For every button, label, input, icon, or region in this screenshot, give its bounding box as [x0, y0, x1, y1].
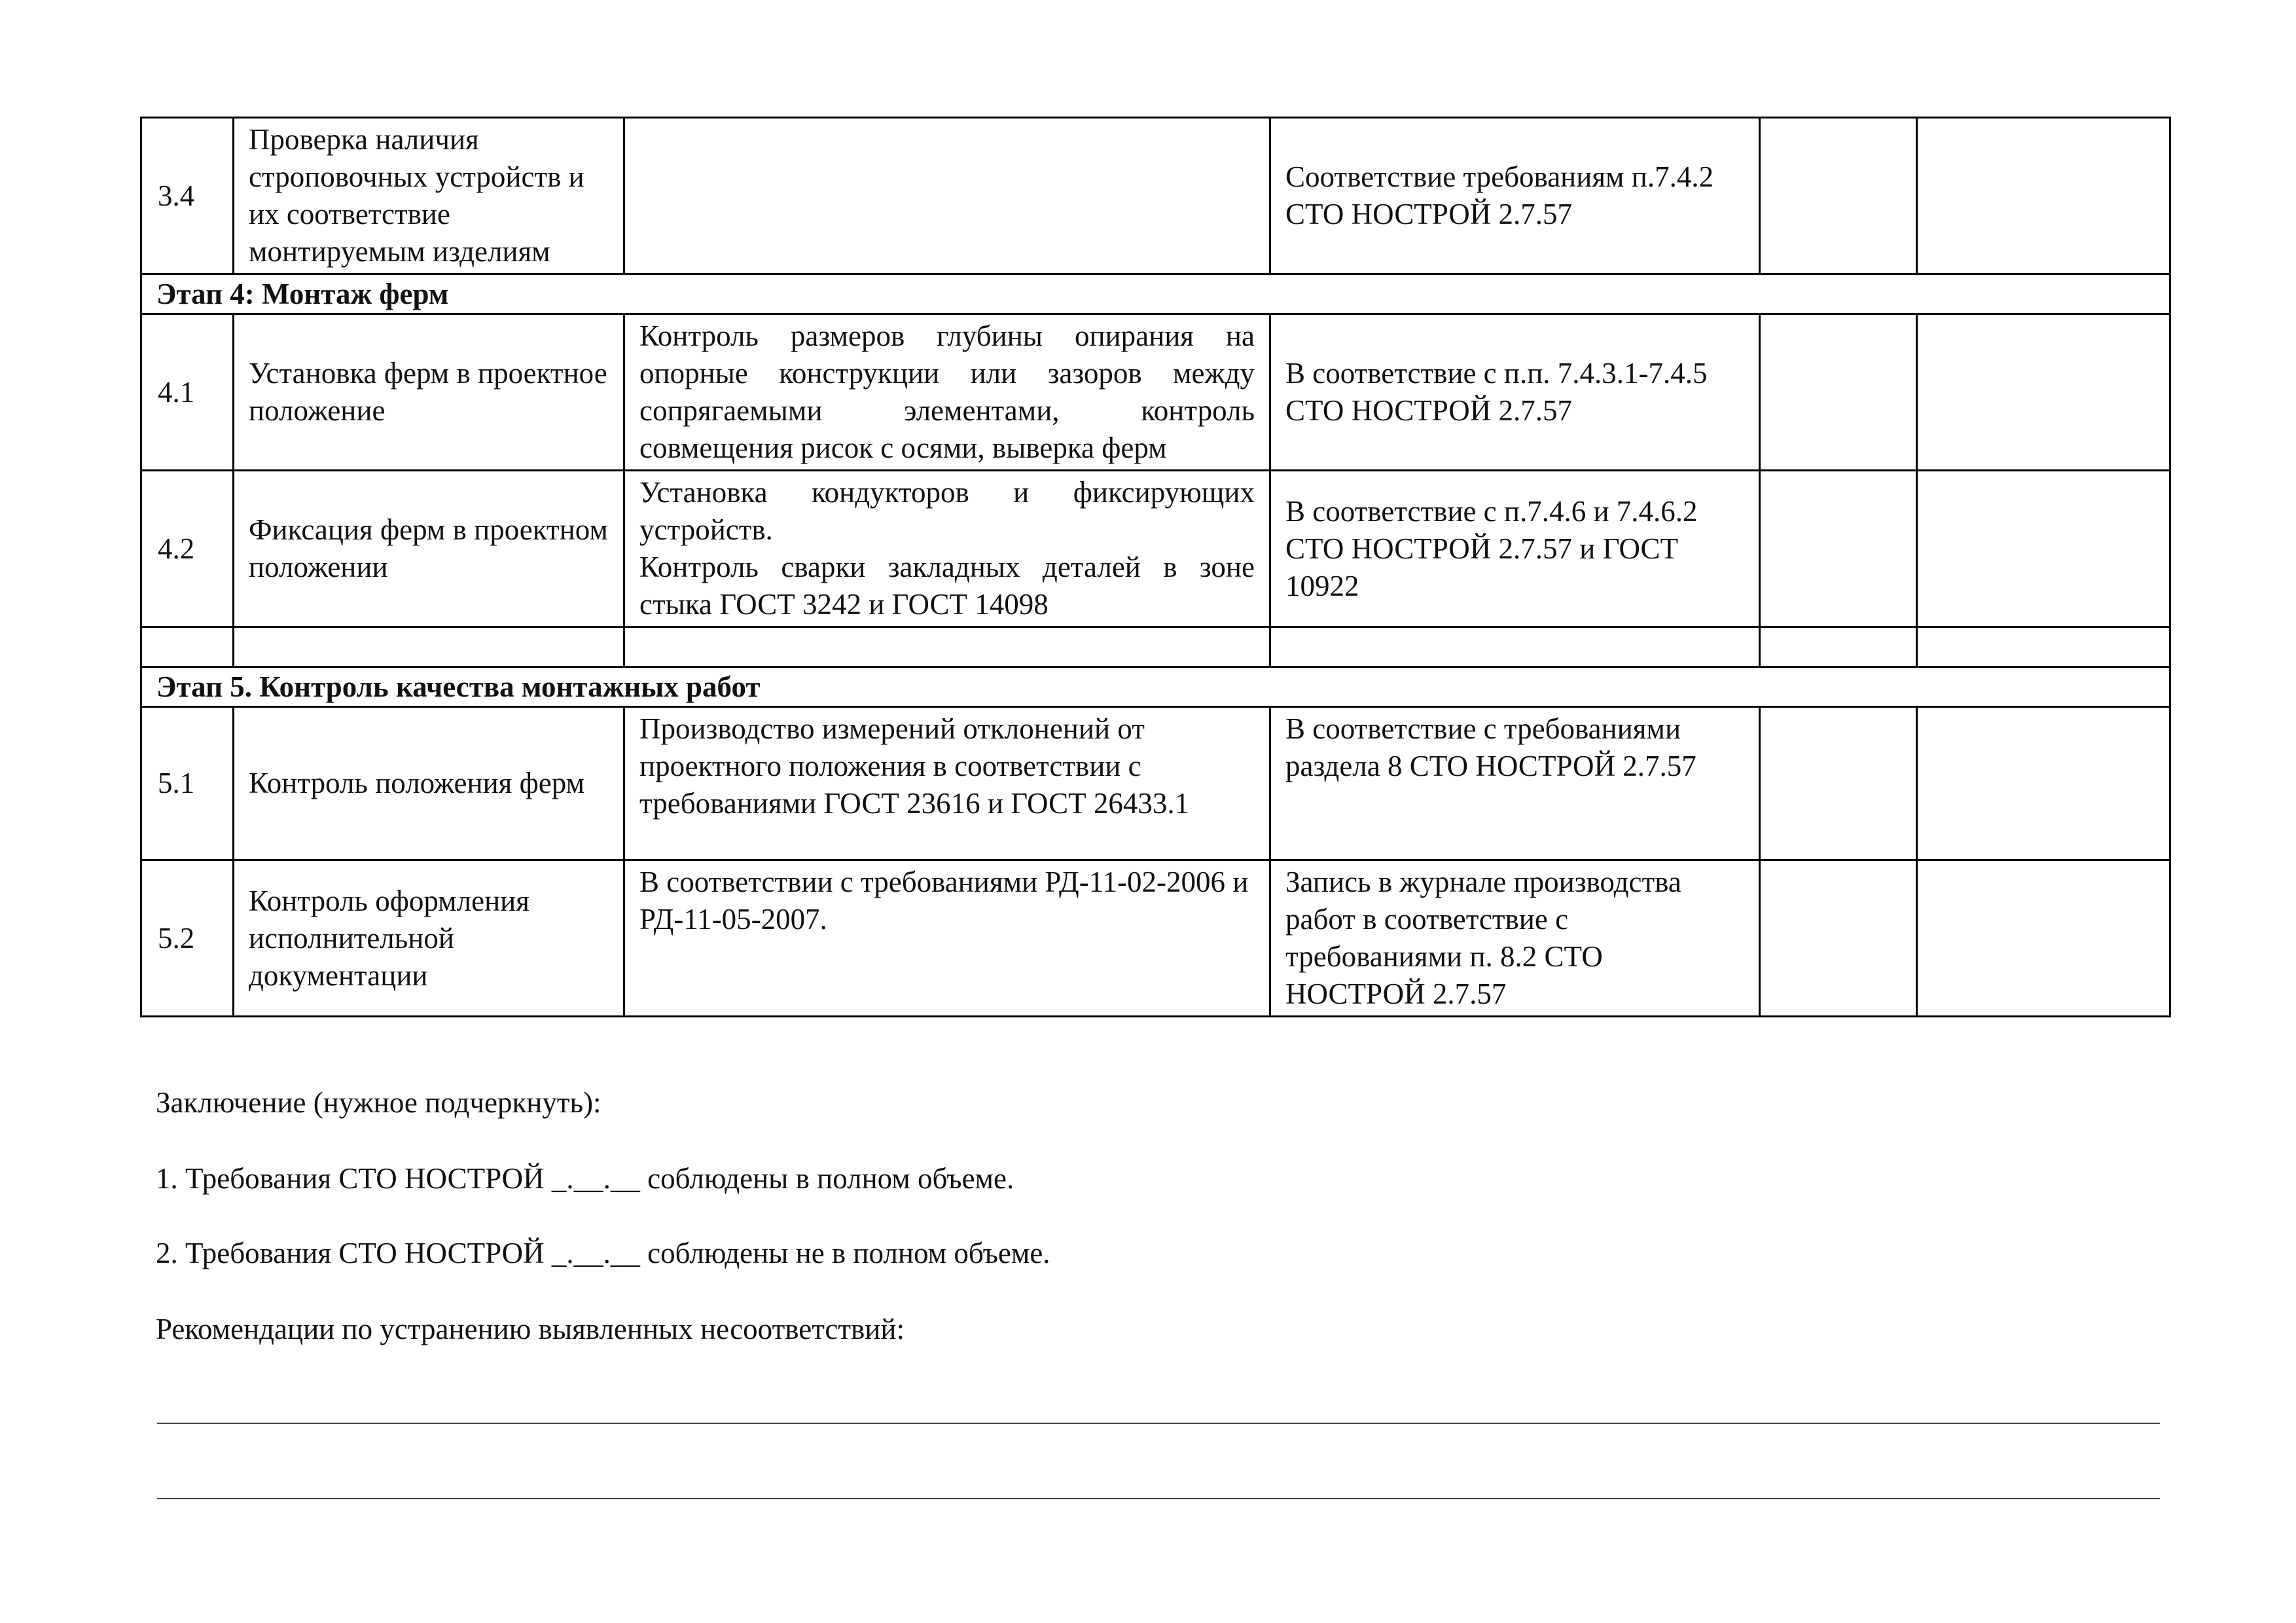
note-cell: [1917, 471, 2170, 627]
item-name: Установка ферм в проектное положение: [234, 314, 624, 471]
item-name: Контроль положения ферм: [234, 707, 624, 860]
recommendations-line: [157, 1423, 2160, 1424]
table-row: [141, 707, 2170, 860]
acceptance-criteria: В соответствие с требованиями раздела 8 СТО НОСТРОЙ 2.7.57: [1270, 707, 1760, 860]
empty-cell: [141, 627, 234, 667]
stage-title: Этап 5. Контроль качества монтажных работ: [141, 667, 2170, 707]
item-name: Фиксация ферм в проектном положении: [234, 471, 624, 627]
table-row: [141, 471, 2170, 627]
stage-row: [141, 274, 2170, 314]
control-method: Контроль размеров глубины опирания на опорные конструкции или зазоров между сопрягаемыми элементами, контроль совмещения рисок с осями, выверка ферм: [624, 314, 1270, 471]
acceptance-criteria: Соответствие требованиям п.7.4.2 СТО НОСТРОЙ 2.7.57: [1270, 118, 1760, 274]
item-name: Проверка наличия строповочных устройств и их соответствие монтируемым изделиям: [234, 118, 624, 274]
mark-cell: [1760, 471, 1917, 627]
item-number: 4.2: [141, 471, 234, 627]
mark-cell: [1760, 314, 1917, 471]
acceptance-criteria: В соответствие с п.7.4.6 и 7.4.6.2 СТО НОСТРОЙ 2.7.57 и ГОСТ 10922: [1270, 471, 1760, 627]
control-method: В соответствии с требованиями РД-11-02-2006 и РД-11-05-2007.: [624, 860, 1270, 1017]
item-number: 4.1: [141, 314, 234, 471]
note-cell: [1917, 707, 2170, 860]
control-method: Производство измерений отклонений от проектного положения в соответствии с требованиями ГОСТ 23616 и ГОСТ 26433.1: [624, 707, 1270, 860]
empty-cell: [1270, 627, 1760, 667]
table-row: [141, 860, 2170, 1017]
stage-row: [141, 667, 2170, 707]
blank-row: [141, 627, 2170, 667]
table-row: [141, 314, 2170, 471]
conclusion-option-1: 1. Требования СТО НОСТРОЙ _.__.__ соблюдены в полном объеме.: [156, 1162, 1014, 1195]
table-row: [141, 118, 2170, 274]
acceptance-criteria: В соответствие с п.п. 7.4.3.1-7.4.5 СТО НОСТРОЙ 2.7.57: [1270, 314, 1760, 471]
mark-cell: [1760, 118, 1917, 274]
item-number: 5.2: [141, 860, 234, 1017]
conclusion-option-2: 2. Требования СТО НОСТРОЙ _.__.__ соблюдены не в полном объеме.: [156, 1237, 1050, 1269]
recommendations-line: [157, 1498, 2160, 1499]
control-method: Установка кондукторов и фиксирующих устройств. Контроль сварки закладных деталей в зоне стыка ГОСТ 3242 и ГОСТ 14098: [624, 471, 1270, 627]
note-cell: [1917, 860, 2170, 1017]
empty-cell: [1917, 627, 2170, 667]
acceptance-criteria: Запись в журнале производства работ в соответствие с требованиями п. 8.2 СТО НОСТРОЙ 2.7.57: [1270, 860, 1760, 1017]
item-number: 5.1: [141, 707, 234, 860]
empty-cell: [234, 627, 624, 667]
item-name: Контроль оформления исполнительной документации: [234, 860, 624, 1017]
note-cell: [1917, 314, 2170, 471]
note-cell: [1917, 118, 2170, 274]
stage-title: Этап 4: Монтаж ферм: [141, 274, 2170, 314]
inspection-table: [140, 117, 2171, 1017]
empty-cell: [624, 627, 1270, 667]
empty-cell: [1760, 627, 1917, 667]
control-method: [624, 118, 1270, 274]
item-number: 3.4: [141, 118, 234, 274]
mark-cell: [1760, 860, 1917, 1017]
recommendations-label: Рекомендации по устранению выявленных несоответствий:: [156, 1313, 905, 1345]
conclusion-heading: Заключение (нужное подчеркнуть):: [156, 1086, 601, 1119]
mark-cell: [1760, 707, 1917, 860]
